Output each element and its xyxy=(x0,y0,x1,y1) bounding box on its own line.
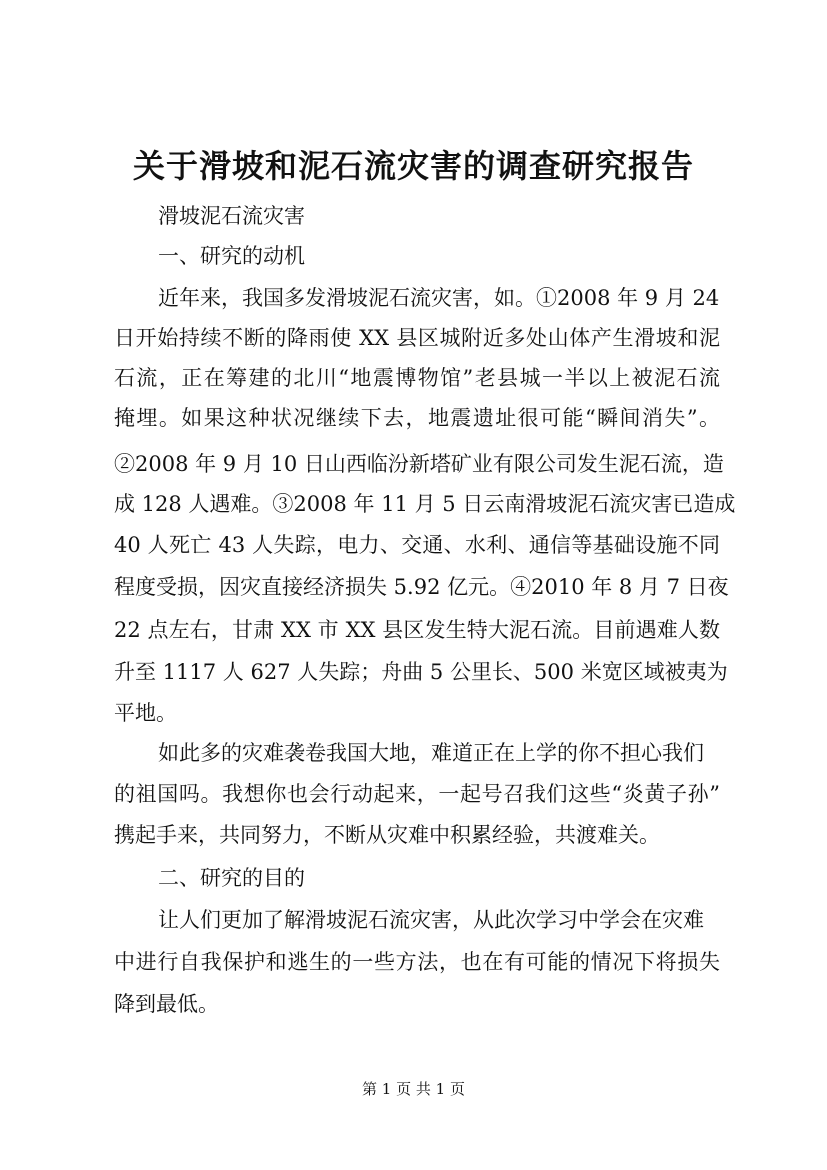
paragraph-line: 成 128 人遇难。③2008 年 11 月 5 日云南滑坡泥石流灾害已造成 xyxy=(114,492,736,516)
paragraph-line: 携起手来，共同努力，不断从灾难中积累经验，共渡难关。 xyxy=(114,823,660,847)
paragraph-line: 石流，正在筹建的北川“地震博物馆”老县城一半以上被泥石流 xyxy=(114,366,720,390)
paragraph-line: 中进行自我保护和逃生的一些方法，也在有可能的情况下将损失 xyxy=(114,950,720,974)
paragraph-line: 掩埋。如果这种状况继续下去，地震遗址很可能“瞬间消失”。 xyxy=(114,406,720,430)
paragraph-line: 让人们更加了解滑坡泥石流灾害，从此次学习中学会在灾难 xyxy=(158,908,704,932)
paragraph-line: ②2008 年 9 月 10 日山西临汾新塔矿业有限公司发生泥石流，造 xyxy=(114,452,724,476)
paragraph-line: 近年来，我国多发滑坡泥石流灾害，如。①2008 年 9 月 24 xyxy=(158,286,720,310)
paragraph-line: 日开始持续不断的降雨使 XX 县区城附近多处山体产生滑坡和泥 xyxy=(114,326,720,350)
section-heading: 一、研究的动机 xyxy=(158,244,305,268)
document-title: 关于滑坡和泥石流灾害的调查研究报告 xyxy=(132,147,694,185)
paragraph-line: 如此多的灾难袭卷我国大地，难道正在上学的你不担心我们 xyxy=(158,741,704,765)
paragraph-line: 22 点左右，甘肃 XX 市 XX 县区发生特大泥石流。目前遇难人数 xyxy=(114,618,720,642)
paragraph-line: 升至 1117 人 627 人失踪；舟曲 5 公里长、500 米宽区域被夷为 xyxy=(114,660,728,684)
subtitle: 滑坡泥石流灾害 xyxy=(158,204,305,228)
section-heading: 二、研究的目的 xyxy=(158,866,305,890)
paragraph-line: 平地。 xyxy=(114,701,177,725)
page-footer: 第 1 页 共 1 页 xyxy=(362,1080,465,1098)
paragraph-line: 降到最低。 xyxy=(114,992,219,1016)
paragraph-line: 40 人死亡 43 人失踪，电力、交通、水利、通信等基础设施不同 xyxy=(114,533,720,557)
paragraph-line: 程度受损，因灾直接经济损失 5.92 亿元。④2010 年 8 月 7 日夜 xyxy=(114,575,729,599)
paragraph-line: 的祖国吗。我想你也会行动起来，一起号召我们这些“炎黄子孙” xyxy=(114,782,720,806)
